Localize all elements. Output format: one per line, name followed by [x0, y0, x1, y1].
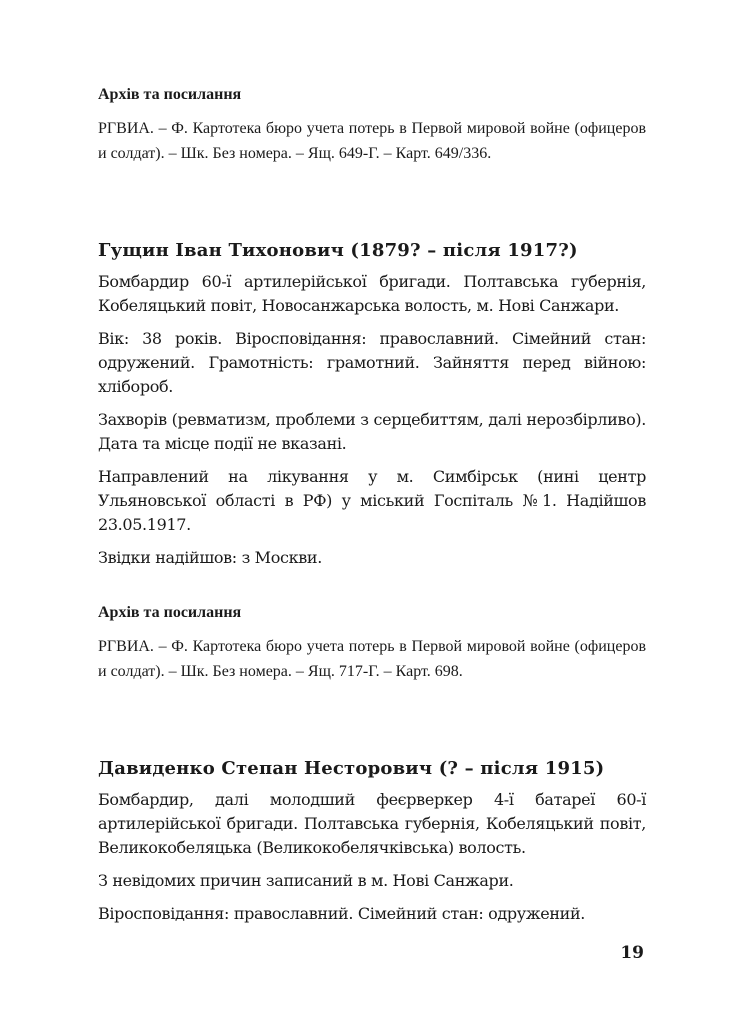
- archive-section-1: [98, 84, 646, 166]
- archive-heading: Архів та посилання: [98, 86, 242, 103]
- page-content: [98, 84, 646, 935]
- archive-reference: РГВИА. – Ф. Картотека бюро учета потерь в Первой мировой войне (офицеров и солдат). – Шк. Без номера. – Ящ. 649-Г. – Карт. 649/336.: [98, 120, 646, 162]
- entry-paragraph: Направлений на лікування у м. Симбірськ (нині центр Ульяновської області в РФ) у міський Госпіталь №1. Надійшов 23.05.1917.: [98, 467, 646, 534]
- person-name: Гущин Іван Тихонович (1879? – після 1917?): [98, 240, 578, 261]
- archive-heading: Архів та посилання: [98, 604, 242, 621]
- person-entry-davydenko: [98, 756, 646, 926]
- person-name: Давиденко Степан Несторович (? – після 1915): [98, 758, 605, 779]
- page-number: 19: [620, 943, 644, 963]
- person-entry-gushchin: [98, 238, 646, 570]
- entry-paragraph: Бомбардир 60-ї артилерійської бригади. Полтавська губернія, Кобеляцький повіт, Новосанжарська волость, м. Нові Санжари.: [98, 272, 646, 315]
- entry-paragraph: Звідки надійшов: з Москви.: [98, 548, 322, 567]
- archive-section-2: [98, 602, 646, 684]
- archive-reference: РГВИА. – Ф. Картотека бюро учета потерь в Первой мировой войне (офицеров и солдат). – Шк. Без номера. – Ящ. 717-Г. – Карт. 698.: [98, 638, 646, 680]
- entry-paragraph: Вік: 38 років. Віросповідання: православний. Сімейний стан: одружений. Грамотність: грамотний. Зайняття перед війною: хлібороб.: [98, 329, 646, 396]
- entry-paragraph: З невідомих причин записаний в м. Нові Санжари.: [98, 871, 514, 890]
- entry-paragraph: Захворів (ревматизм, проблеми з серцебиттям, далі нерозбірливо). Дата та місце події не вказані.: [98, 410, 646, 453]
- entry-paragraph: Віросповідання: православний. Сімейний стан: одружений.: [98, 904, 586, 923]
- entry-paragraph: Бомбардир, далі молодший феєрверкер 4-ї батареї 60-ї артилерійської бригади. Полтавська губернія, Кобеляцький повіт, Великокобеляцька (Великокобелячківська) волость.: [98, 790, 646, 857]
